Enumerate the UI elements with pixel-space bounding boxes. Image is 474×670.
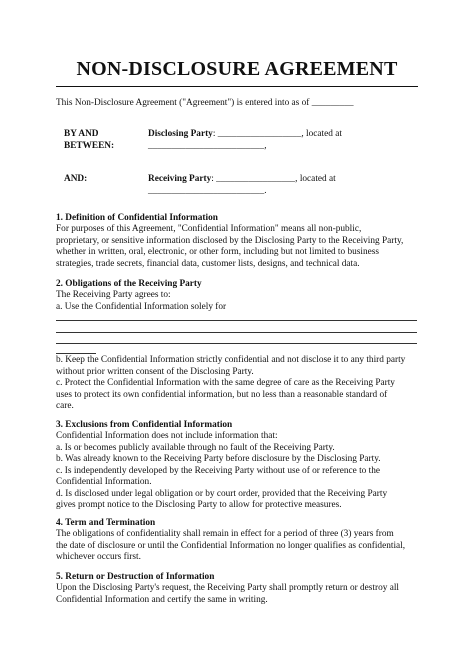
section-3-line: Confidential Information does not include information that: [56,431,278,441]
section-1-line: strategies, trade secrets, financial data, customer lists, designs, and technical data. [56,258,360,269]
section-4-title: 4. Term and Termination [56,518,156,528]
section-4-body [56,529,422,564]
disclosing-address-blank: _________________________, [148,141,267,151]
section-1-line: proprietary, or sensitive information disclosed by the Disclosing Party to the Receiving Party, [56,235,404,246]
and-label: AND: [64,174,88,184]
section-2-title: 2. Obligations of the Receiving Party [56,279,202,289]
section-1-line: whether in written, oral, electronic, or other form, including but not limited to business [56,247,379,258]
section-3-line: a. Is or becomes publicly available through no fault of the Receiving Party. [56,442,335,453]
section-5-line: Confidential Information and certify the same in writing. [56,594,268,605]
fill-in-line [56,332,417,333]
section-3-title: 3. Exclusions from Confidential Information [56,420,233,430]
section-3-body [56,431,422,512]
section-2-item-b-line: b. Keep the Confidential Information strictly confidential and not disclose it to any third party [56,355,406,365]
fill-in-line [56,320,417,321]
section-1-title: 1. Definition of Confidential Information [56,213,218,223]
section-3-line: d. Is disclosed under legal obligation or by court order, provided that the Receiving Party [56,488,388,499]
section-2-item-a: a. Use the Confidential Information solely for [56,301,227,312]
section-2-item-b-line: without prior written consent of the Disclosing Party. [56,366,254,377]
section-1-line: For purposes of this Agreement, "Confidential Information" means all non-public, [56,224,362,234]
section-4-line: The obligations of confidentiality shall remain in effect for a period of three (3) years from [56,529,394,539]
title-underline [56,86,418,87]
receiving-party-blank: : _________________, located at [211,174,336,184]
section-5-title: 5. Return or Destruction of Information [56,572,215,582]
fill-in-line-short [56,353,96,354]
section-3-line: Confidential Information. [56,477,152,488]
by-and-label: BY AND [64,129,99,139]
receiving-party-label: Receiving Party [148,174,212,184]
fill-in-line [56,343,417,344]
receiving-party-line [148,174,336,186]
disclosing-party-label: Disclosing Party [148,129,213,139]
section-2-item-c-line: uses to protect its own confidential information, but no less than a reasonable standard of [56,389,388,400]
section-2-intro-line: The Receiving Party agrees to: [56,290,171,300]
section-2-intro [56,290,422,313]
document-title: NON-DISCLOSURE AGREEMENT [76,58,398,80]
section-5-body [56,583,422,606]
section-3-line: c. Is independently developed by the Receiving Party without use of or reference to the [56,465,380,476]
disclosing-party-line [148,129,342,141]
section-4-line: the date of disclosure or until the Confidential Information no longer qualifies as confidential, [56,540,406,551]
section-3-line: b. Was already known to the Receiving Party before disclosure by the Disclosing Party. [56,454,381,465]
section-2-item-c-line: care. [56,401,74,412]
section-5-line: Upon the Disclosing Party's request, the Receiving Party shall promptly return or destroy all [56,583,400,593]
section-1-body [56,224,422,270]
section-2-item-c-line: c. Protect the Confidential Information with the same degree of care as the Receiving Party [56,378,395,389]
section-3-line: gives prompt notice to the Disclosing Party to allow for protective measures. [56,500,342,511]
receiving-address-blank: _________________________. [148,186,267,196]
intro-text: This Non-Disclosure Agreement ("Agreement") is entered into as of _________ [56,98,354,108]
section-4-line: whichever occurs first. [56,552,141,563]
disclosing-party-blank: : __________________, located at [212,129,342,139]
section-2-items [56,355,422,413]
between-label: BETWEEN: [64,141,115,151]
